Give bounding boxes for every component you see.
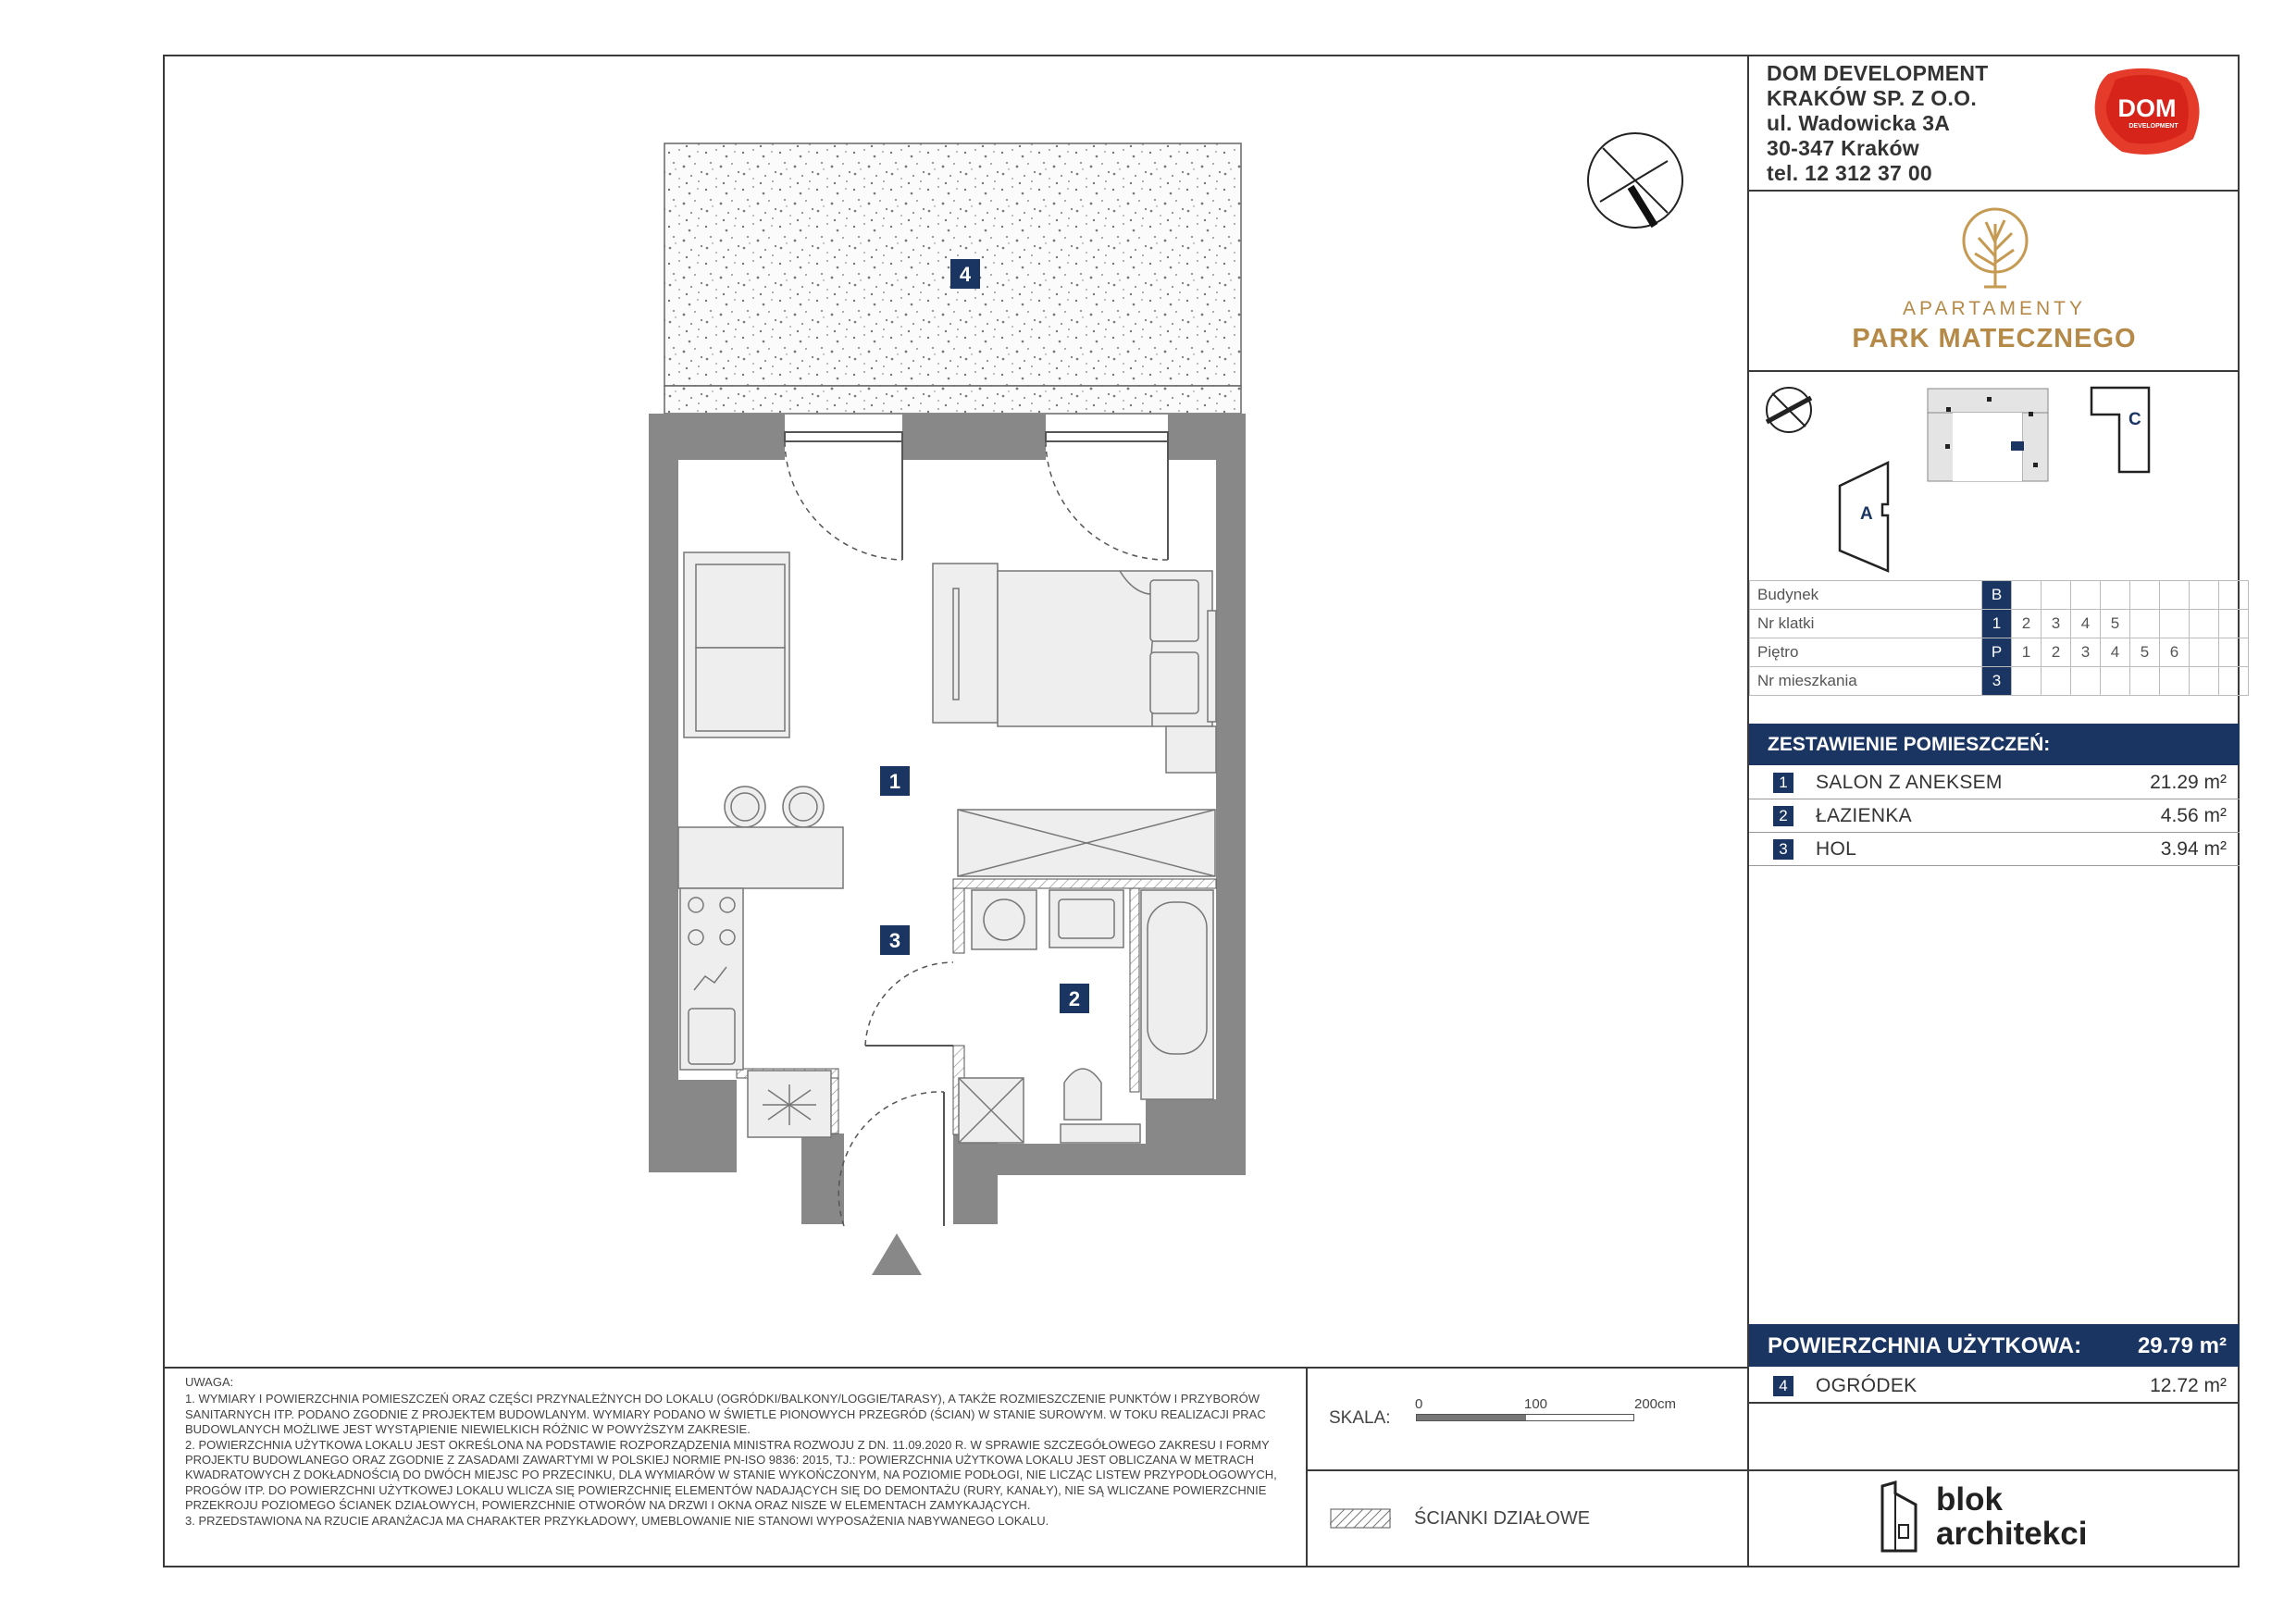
grid-cell bbox=[2219, 638, 2249, 667]
tag-3: 3 bbox=[888, 929, 901, 952]
floor-plan bbox=[629, 130, 1277, 1295]
extra-number: 4 bbox=[1773, 1376, 1793, 1396]
scale-label: SKALA: bbox=[1329, 1408, 1391, 1428]
room-area: 21.29 m² bbox=[2150, 772, 2227, 793]
company-address bbox=[1767, 61, 1989, 186]
location-grid bbox=[1749, 580, 2249, 696]
grid-cell: 4 bbox=[2071, 610, 2101, 638]
grid-cell: P bbox=[1982, 638, 2012, 667]
keyplan-drawing bbox=[1749, 375, 2240, 578]
grid-row-label: Nr klatki bbox=[1750, 610, 1982, 638]
grid-row bbox=[1750, 638, 2249, 667]
grid-cell: B bbox=[1982, 581, 2012, 610]
extra-area-row bbox=[1749, 1369, 2240, 1404]
scale-legend-divider bbox=[1306, 1469, 1748, 1471]
total-area-label: POWIERZCHNIA UŻYTKOWA: bbox=[1768, 1333, 2082, 1358]
tag-4: 4 bbox=[959, 263, 972, 286]
grid-cell bbox=[2190, 667, 2219, 696]
grid-cell: 1 bbox=[2012, 638, 2042, 667]
scale-bar-fill bbox=[1417, 1415, 1526, 1420]
grid-row-label: Nr mieszkania bbox=[1750, 667, 1982, 696]
grid-cell bbox=[2101, 667, 2130, 696]
grid-cell: 2 bbox=[2042, 638, 2071, 667]
grid-cell: 3 bbox=[2042, 610, 2071, 638]
company-line: KRAKÓW SP. Z O.O. bbox=[1767, 86, 1978, 110]
project-line2: PARK MATECZNEGO bbox=[1852, 324, 2137, 353]
company-divider bbox=[1747, 190, 2240, 192]
bed bbox=[933, 564, 1216, 773]
grid-cell bbox=[2160, 610, 2190, 638]
grid-cell bbox=[2160, 667, 2190, 696]
scale-tick-200: 200cm bbox=[1634, 1396, 1677, 1412]
room-name: SALON Z ANEKSEM bbox=[1816, 772, 2003, 793]
grid-cell bbox=[2190, 581, 2219, 610]
scale-bar bbox=[1416, 1414, 1634, 1421]
architect-line1: blok bbox=[1936, 1481, 2003, 1518]
grid-cell bbox=[2160, 581, 2190, 610]
tag-2: 2 bbox=[1068, 987, 1081, 1010]
grid-cell: 4 bbox=[2101, 638, 2130, 667]
grid-row-label: Piętro bbox=[1750, 638, 1982, 667]
grid-row bbox=[1750, 581, 2249, 610]
keyplan bbox=[1749, 375, 2240, 578]
grid-cell: 3 bbox=[1982, 667, 2012, 696]
blok-architekci-logo-icon bbox=[1879, 1481, 1919, 1555]
grid-cell: 5 bbox=[2130, 638, 2160, 667]
compass-small-icon bbox=[1767, 388, 1811, 432]
kitchen bbox=[680, 888, 743, 1070]
grid-cell bbox=[2130, 610, 2160, 638]
grid-cell: 6 bbox=[2160, 638, 2190, 667]
note-item: 3. PRZEDSTAWIONA NA RZUCIE ARANŻACJA MA CHARAKTER PRZYKŁADOWY, UMEBLOWANIE NIE STANOWI WYPOSAŻENIA NABYWANEGO LOKALU. bbox=[185, 1513, 1049, 1528]
project-line1: APARTAMENTY bbox=[1902, 298, 2087, 319]
grid-row-label: Budynek bbox=[1750, 581, 1982, 610]
grid-cell bbox=[2071, 667, 2101, 696]
entrance-arrow-icon bbox=[872, 1233, 922, 1275]
grid-cell: 2 bbox=[2012, 610, 2042, 638]
grid-row bbox=[1750, 610, 2249, 638]
room-row bbox=[1749, 765, 2240, 799]
grid-cell bbox=[2012, 667, 2042, 696]
room-number: 2 bbox=[1773, 806, 1793, 826]
tree-logo-icon bbox=[1958, 205, 2032, 291]
logo-word: DOM bbox=[2117, 94, 2177, 122]
company-line: DOM DEVELOPMENT bbox=[1767, 61, 1989, 85]
building-b-keyplan bbox=[1928, 389, 2048, 481]
room-row bbox=[1749, 799, 2240, 833]
rooms-heading: ZESTAWIENIE POMIESZCZEŃ: bbox=[1768, 734, 2051, 755]
utility-boxes bbox=[748, 1071, 1024, 1143]
notes bbox=[185, 1375, 1305, 1529]
grid-cell bbox=[2190, 610, 2219, 638]
grid-cell bbox=[2130, 667, 2160, 696]
grid-cell: 1 bbox=[1982, 610, 2012, 638]
scale-tick-0: 0 bbox=[1415, 1396, 1423, 1412]
room-row bbox=[1749, 832, 2240, 866]
grid-cell bbox=[2101, 581, 2130, 610]
hall-wardrobe bbox=[958, 810, 1215, 876]
grid-cell bbox=[2219, 581, 2249, 610]
room-name: HOL bbox=[1816, 838, 1857, 860]
room-name: ŁAZIENKA bbox=[1816, 805, 1912, 826]
grid-cell: 3 bbox=[2071, 638, 2101, 667]
grid-cell bbox=[2130, 581, 2160, 610]
kitchen-counter bbox=[678, 827, 843, 888]
scale-tick-100: 100 bbox=[1524, 1396, 1548, 1412]
company-line: tel. 12 312 37 00 bbox=[1767, 161, 1933, 185]
kitchen-stools bbox=[725, 787, 824, 827]
grid-cell bbox=[2042, 667, 2071, 696]
rooms-heading-bar bbox=[1749, 724, 2240, 765]
grid-cell bbox=[2071, 581, 2101, 610]
building-a-label: A bbox=[1860, 504, 1873, 524]
project-divider bbox=[1747, 370, 2240, 372]
north-arrow-icon bbox=[1584, 130, 1686, 231]
tag-1: 1 bbox=[888, 770, 901, 793]
architect-line2: architekci bbox=[1936, 1516, 2088, 1552]
building-c-label: C bbox=[2128, 410, 2141, 429]
sofa bbox=[684, 552, 789, 737]
grid-cell bbox=[2042, 581, 2071, 610]
extra-name: OGRÓDEK bbox=[1816, 1375, 1917, 1396]
company-line: 30-347 Kraków bbox=[1767, 136, 1919, 160]
partition-hatch-swatch bbox=[1330, 1508, 1391, 1529]
grid-cell bbox=[2219, 667, 2249, 696]
extra-area: 12.72 m² bbox=[2150, 1375, 2227, 1396]
company-line: ul. Wadowicka 3A bbox=[1767, 111, 1951, 135]
note-item: 2. POWIERZCHNIA UŻYTKOWA LOKALU JEST OKREŚLONA NA PODSTAWIE ROZPORZĄDZENIA MINISTRA ROZWOJU Z DN. 11.09.2020 R. W SPRAWIE SZCZEGÓŁOWEGO ZAKRESU I FORMY PROJEKTU BUDOWLANEGO ORAZ ZGODNIE Z ZASADAMI ZAWARTYMI W POLSKIEJ NORMIE PN-ISO 9836: 2015, TJ.: POWIERZCHNIA UŻYTKOWA LOKALU JEST OBLICZANA W METRACH KWADRATOWYCH Z DOKŁADNOŚCIĄ DO DWÓCH MIEJSC PO PRZECINKU, DLA WYMIARÓW W STANIE WYKOŃCZONYM, NA POZIOMIE PODŁOGI, NIE LICZĄC LISTEW PRZYPODŁOGOWYCH, PROGÓW ITP. DO POWIERZCHNI UŻYTKOWEJ LOKALU WLICZA SIĘ POWIERZCHNIĘ ELEMENTÓW NADAJĄCYCH SIĘ DO DEMONTAŻU (RURY, KANAŁY), NIE SĄ WLICZANE POWIERZCHNIE PRZEKROJU POZIOMEGO ŚCIANEK DZIAŁOWYCH, POWIERZCHNIE OTWORÓW NA DRZWI I OKNA ORAZ NISZE W ELEMENTACH ZAMYKAJĄCYCH. bbox=[185, 1437, 1277, 1513]
grid-row bbox=[1750, 667, 2249, 696]
grid-cell bbox=[2219, 610, 2249, 638]
room-number: 1 bbox=[1773, 773, 1793, 793]
scale-divider bbox=[1306, 1367, 1308, 1567]
notes-divider bbox=[163, 1367, 1748, 1369]
partition-legend-label: ŚCIANKI DZIAŁOWE bbox=[1414, 1508, 1591, 1529]
logo-subword: DEVELOPMENT bbox=[2128, 123, 2178, 130]
note-item: 1. WYMIARY I POWIERZCHNIA POMIESZCZEŃ ORAZ CZĘŚCI PRZYNALEŻNYCH DO LOKALU (OGRÓDKI/BALKONY/LOGGIE/TARASY), A TAKŻE ROZMIESZCZENIE PUNKTÓW I PRZYBORÓW SANITARNYCH ITP. PODANO ZGODNIE Z PROJEKTEM BUDOWLANYM. WYMIARY PODANO W ŚWIETLE PIONOWYCH PRZEGRÓD (ŚCIAN) W STANIE SUROWYM. W TOKU REALIZACJI PRAC BUDOWLANYCH MOŻLIWE JEST WYSTĄPIENIE NIEWIELKICH RÓŻNIC W POWYŻSZYM ZAKRESIE. bbox=[185, 1392, 1266, 1437]
grid-cell: 5 bbox=[2101, 610, 2130, 638]
room-area: 4.56 m² bbox=[2160, 805, 2227, 826]
room-area: 3.94 m² bbox=[2160, 838, 2227, 860]
total-area-bar bbox=[1749, 1324, 2240, 1367]
notes-title: UWAGA: bbox=[185, 1375, 234, 1389]
architect-divider bbox=[1747, 1469, 2240, 1471]
room-number: 3 bbox=[1773, 839, 1793, 860]
grid-cell bbox=[2012, 581, 2042, 610]
total-area-value: 29.79 m² bbox=[2137, 1333, 2227, 1358]
grid-cell bbox=[2190, 638, 2219, 667]
dom-development-logo bbox=[2090, 67, 2206, 157]
